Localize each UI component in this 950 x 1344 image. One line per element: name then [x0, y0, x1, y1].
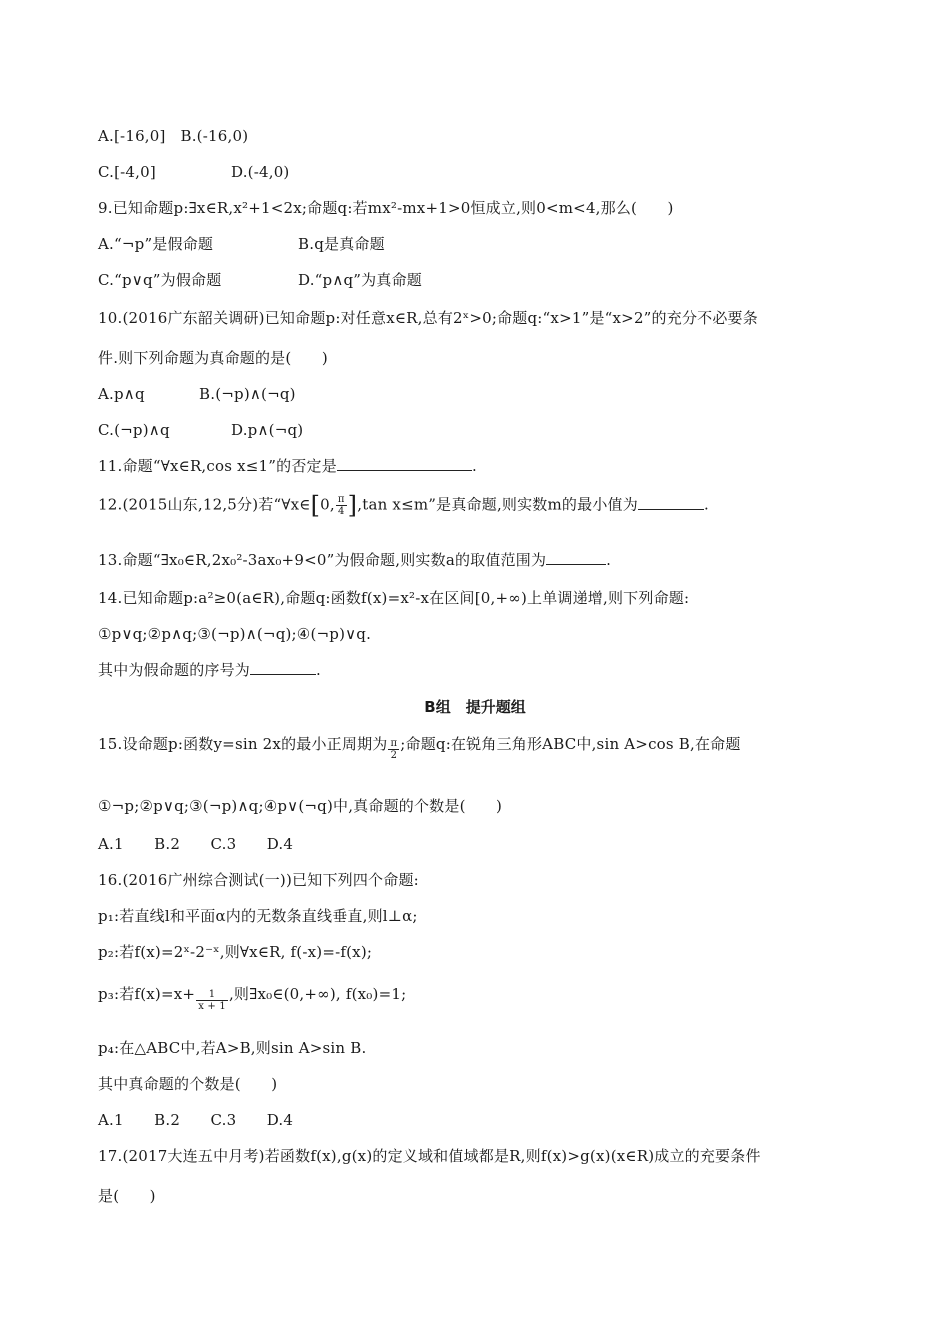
q8-option-d: D.(-4,0) [231, 163, 290, 181]
q9-option-d: D.“p∧q”为真命题 [298, 271, 422, 289]
q16-p3-fraction: $\frac{1}{x + 1}$ [198, 989, 226, 1012]
q14-ask-line: 其中为假命题的序号为 . [98, 661, 321, 679]
q10-option-a: A.p∧q [98, 385, 145, 403]
q9-stem: 9.已知命题p:∃x∈R,x²+1<2x;命题q:若mx²-mx+1>0恒成立,则0<m<4,那么( ) [98, 199, 674, 217]
q10-options-row2 [98, 420, 303, 440]
q8-options-row2 [98, 162, 290, 182]
q14-answer-blank[interactable] [250, 660, 316, 675]
q12-stem-pre: 12.(2015山东,12,5分)若“∀x∈ [98, 495, 311, 514]
q8-option-b: B.(-16,0) [180, 127, 249, 145]
section-heading: B组 提升题组 [424, 698, 526, 716]
q15-stem-post: ;命题q:在锐角三角形ABC中,sin A>cos B,在命题 [400, 735, 741, 753]
q17-stem-line2: 是( ) [98, 1187, 156, 1205]
q16-stem: 16.(2016广州综合测试(一))已知下列四个命题: [98, 871, 419, 889]
q10-option-b: B.(¬p)∧(¬q) [199, 385, 296, 403]
q16-p4: p₄:在△ABC中,若A>B,则sin A>sin B. [98, 1039, 367, 1057]
q11-answer-blank[interactable] [337, 456, 472, 471]
q12-line: 12.(2015山东,12,5分)若“∀x∈[0, $\frac{\pi}{4}$ ],tan x≤m”是真命题,则实数m的最小值为 . [98, 491, 709, 520]
q17-stem-line1: 17.(2017大连五中月考)若函数f(x),g(x)的定义域和值域都是R,则f(x)>g(x)(x∈R)成立的充要条件 [98, 1147, 761, 1165]
q10-option-d: D.p∧(¬q) [231, 421, 304, 439]
q9-options-row1 [98, 234, 385, 254]
q16-options: A.1 B.2 C.3 D.4 [98, 1111, 294, 1129]
q13-stem: 13.命题“∃x₀∈R,2x₀²-3ax₀+9<0”为假命题,则实数a的取值范围为 [98, 551, 547, 569]
q15-fraction: $\frac{\pi}{2}$ [390, 738, 398, 761]
q11-stem: 11.命题“∀x∈R,cos x≤1”的否定是 [98, 457, 337, 475]
q10-option-c: C.(¬p)∧q [98, 421, 170, 439]
q14-ask: 其中为假命题的序号为 [98, 661, 251, 679]
q9-option-a: A.“¬p”是假命题 [98, 235, 214, 253]
q9-option-b: B.q是真命题 [298, 235, 385, 253]
q16-p3: p₃:若f(x)=x+ $\frac{1}{x + 1}$ ,则∃x₀∈(0,+∞), f(x₀)=1; [98, 985, 407, 1012]
q11-line: 11.命题“∀x∈R,cos x≤1”的否定是 . [98, 457, 477, 475]
q16-p2: p₂:若f(x)=2ˣ-2⁻ˣ,则∀x∈R, f(-x)=-f(x); [98, 943, 373, 961]
q9-options-row2 [98, 270, 422, 290]
q15-items: ①¬p;②p∨q;③(¬p)∧q;④p∨(¬q)中,真命题的个数是( ) [98, 797, 503, 815]
q10-stem-line2: 件.则下列命题为真命题的是( ) [98, 349, 328, 367]
left-bracket-icon: [ [310, 491, 321, 520]
q8-option-c: C.[-4,0] [98, 163, 156, 181]
q13-answer-blank[interactable] [546, 550, 606, 565]
q15-options: A.1 B.2 C.3 D.4 [98, 835, 294, 853]
q14-items: ①p∨q;②p∧q;③(¬p)∧(¬q);④(¬p)∨q. [98, 625, 372, 643]
q15-stem-pre: 15.设命题p:函数y=sin 2x的最小正周期为 [98, 735, 388, 753]
q10-options-row1 [98, 384, 296, 404]
q8-options-row1 [98, 126, 248, 146]
q12-answer-blank[interactable] [638, 495, 704, 510]
q14-stem: 14.已知命题p:a²≥0(a∈R),命题q:函数f(x)=x²-x在区间[0,+∞)上单调递增,则下列命题: [98, 589, 690, 607]
q16-p1: p₁:若直线l和平面α内的无数条直线垂直,则l⊥α; [98, 907, 418, 925]
q15-line1 [98, 734, 741, 761]
q9-option-c: C.“p∨q”为假命题 [98, 271, 222, 289]
q16-ask: 其中真命题的个数是( ) [98, 1075, 278, 1093]
right-bracket-icon: ] [347, 491, 358, 520]
q8-option-a: A.[-16,0] [98, 127, 166, 145]
q12-fraction: $\frac{\pi}{4}$ [337, 494, 345, 517]
q10-stem-line1: 10.(2016广东韶关调研)已知命题p:对任意x∈R,总有2ˣ>0;命题q:“x>1”是“x>2”的充分不必要条 [98, 309, 758, 327]
q13-line: 13.命题“∃x₀∈R,2x₀²-3ax₀+9<0”为假命题,则实数a的取值范围为 . [98, 551, 612, 569]
q12-stem-post: ,tan x≤m”是真命题,则实数m的最小值为 [357, 495, 638, 514]
